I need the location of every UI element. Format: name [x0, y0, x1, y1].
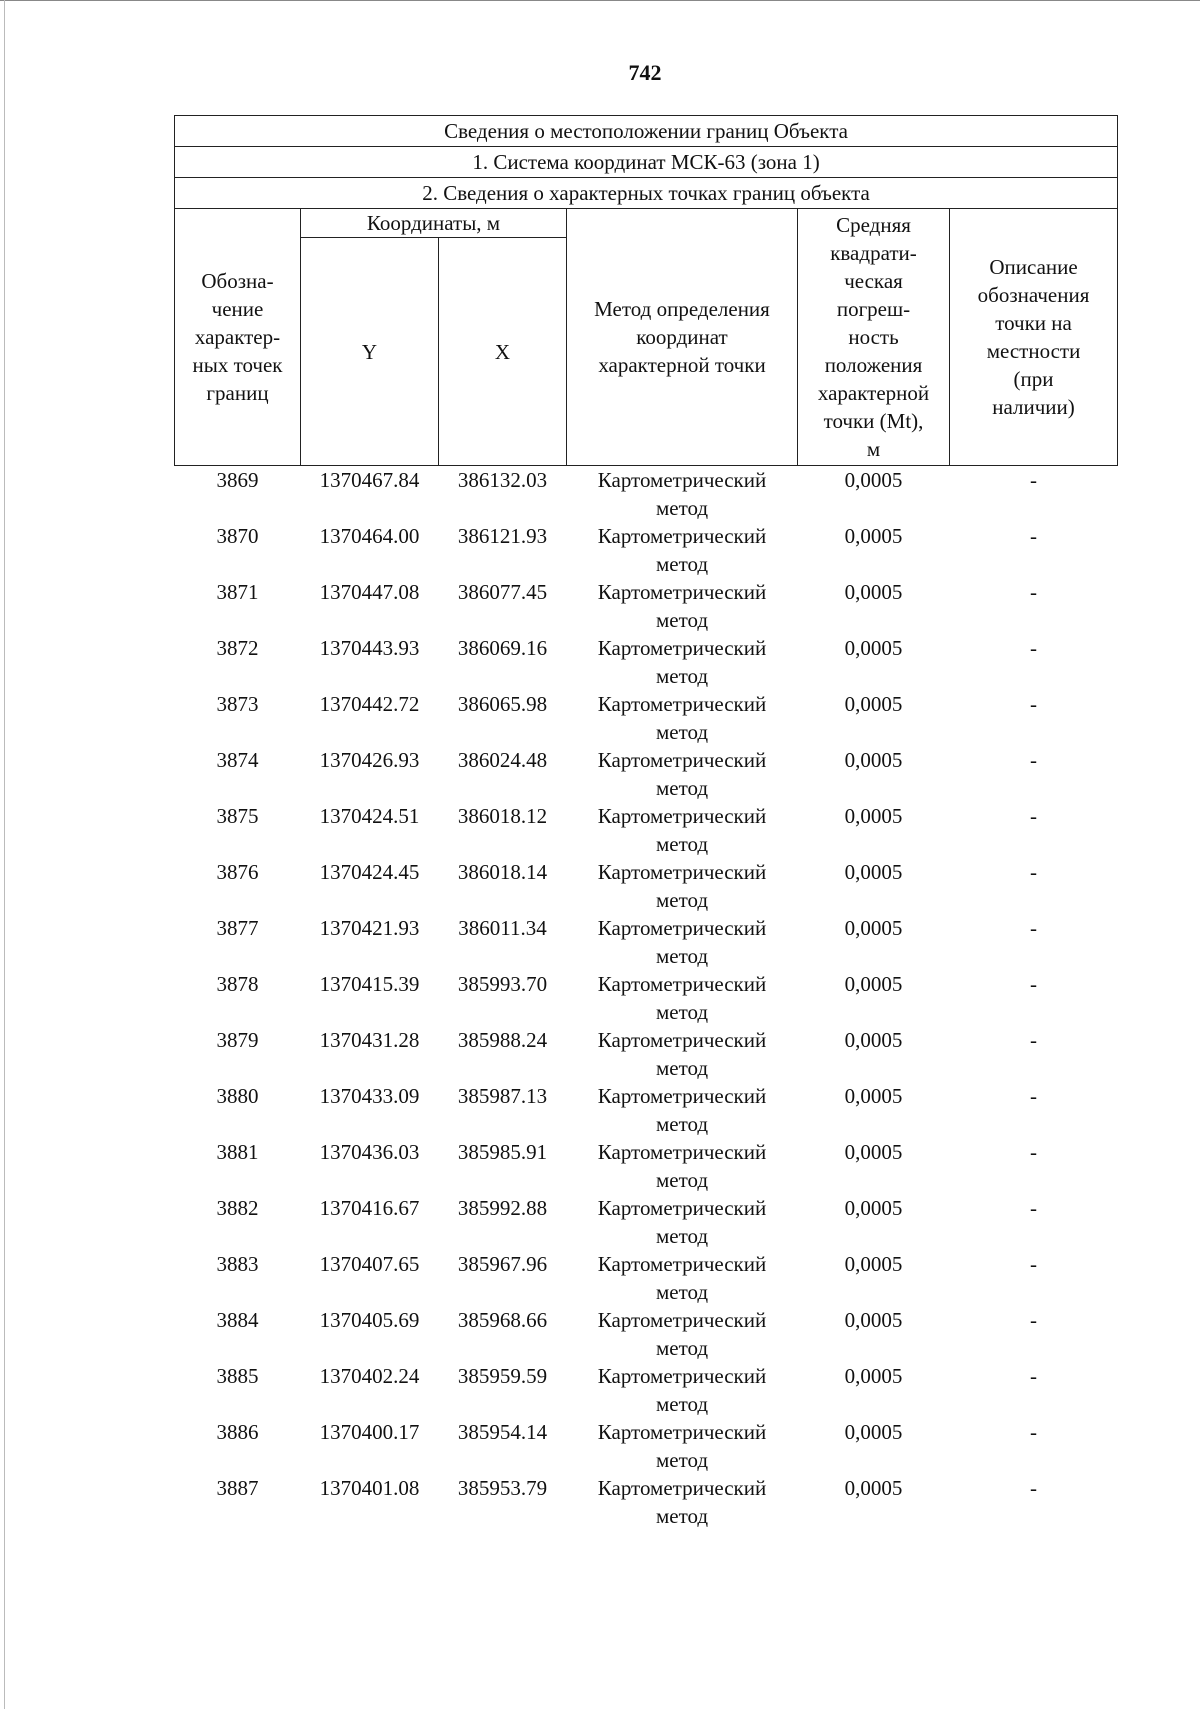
header-point-id: Обозна- чение характер- ных точек границ	[175, 209, 301, 466]
cell-error: 0,0005	[844, 1028, 903, 1052]
header-x: X	[439, 238, 567, 466]
header-method: Метод определения координат характерной точки	[567, 209, 798, 466]
scan-left-edge	[4, 0, 5, 1709]
cell-y: 1370400.17	[319, 1420, 420, 1444]
cell-error: 0,0005	[844, 580, 903, 604]
cell-description: -	[1030, 524, 1038, 548]
boundary-points-table	[174, 115, 1118, 1530]
cell-method: Картометрический метод	[597, 468, 767, 520]
cell-point-id: 3873	[216, 692, 259, 716]
table-row	[175, 1474, 1118, 1530]
cell-method: Картометрический метод	[597, 1084, 767, 1136]
cell-y: 1370447.08	[319, 580, 420, 604]
cell-x: 385959.59	[457, 1364, 548, 1388]
cell-method: Картометрический метод	[597, 1140, 767, 1192]
table-body	[175, 466, 1118, 1531]
cell-point-id: 3881	[216, 1140, 259, 1164]
cell-point-id: 3882	[216, 1196, 259, 1220]
cell-method: Картометрический метод	[597, 1476, 767, 1528]
table-row	[175, 858, 1118, 914]
table-row	[175, 1418, 1118, 1474]
cell-error: 0,0005	[844, 804, 903, 828]
cell-point-id: 3878	[216, 972, 259, 996]
cell-method: Картометрический метод	[597, 804, 767, 856]
table-row	[175, 1306, 1118, 1362]
cell-x: 385987.13	[457, 1084, 548, 1108]
cell-description: -	[1030, 1364, 1038, 1388]
cell-x: 386024.48	[457, 748, 548, 772]
table-row	[175, 690, 1118, 746]
table-row	[175, 578, 1118, 634]
cell-point-id: 3871	[216, 580, 259, 604]
cell-y: 1370424.45	[319, 860, 420, 884]
table-row	[175, 1194, 1118, 1250]
table-row	[175, 1026, 1118, 1082]
table-title: Сведения о местоположении границ Объекта	[175, 116, 1118, 147]
cell-point-id: 3872	[216, 636, 259, 660]
cell-description: -	[1030, 860, 1038, 884]
cell-y: 1370407.65	[319, 1252, 420, 1276]
cell-point-id: 3885	[216, 1364, 259, 1388]
cell-y: 1370405.69	[319, 1308, 420, 1332]
cell-method: Картометрический метод	[597, 860, 767, 912]
cell-method: Картометрический метод	[597, 1252, 767, 1304]
cell-point-id: 3879	[216, 1028, 259, 1052]
cell-point-id: 3876	[216, 860, 259, 884]
table-row	[175, 1362, 1118, 1418]
cell-method: Картометрический метод	[597, 1028, 767, 1080]
cell-method: Картометрический метод	[597, 916, 767, 968]
cell-x: 385988.24	[457, 1028, 548, 1052]
cell-description: -	[1030, 972, 1038, 996]
header-y: Y	[301, 238, 439, 466]
cell-x: 386018.14	[457, 860, 548, 884]
cell-y: 1370433.09	[319, 1084, 420, 1108]
cell-method: Картометрический метод	[597, 524, 767, 576]
cell-description: -	[1030, 916, 1038, 940]
cell-method: Картометрический метод	[597, 972, 767, 1024]
cell-y: 1370426.93	[319, 748, 420, 772]
cell-error: 0,0005	[844, 524, 903, 548]
cell-error: 0,0005	[844, 860, 903, 884]
cell-x: 386018.12	[457, 804, 548, 828]
cell-error: 0,0005	[844, 1084, 903, 1108]
table-row	[175, 1138, 1118, 1194]
cell-point-id: 3883	[216, 1252, 259, 1276]
cell-method: Картометрический метод	[597, 748, 767, 800]
cell-y: 1370442.72	[319, 692, 420, 716]
cell-error: 0,0005	[844, 1252, 903, 1276]
cell-y: 1370402.24	[319, 1364, 420, 1388]
cell-y: 1370464.00	[319, 524, 420, 548]
cell-error: 0,0005	[844, 468, 903, 492]
cell-y: 1370467.84	[319, 468, 420, 492]
cell-error: 0,0005	[844, 692, 903, 716]
header-description: Описание обозначения точки на местности (при наличии)	[950, 209, 1118, 466]
cell-method: Картометрический метод	[597, 1420, 767, 1472]
cell-description: -	[1030, 1140, 1038, 1164]
coordinate-system-row: 1. Система координат МСК-63 (зона 1)	[175, 147, 1118, 178]
cell-point-id: 3875	[216, 804, 259, 828]
table-row	[175, 634, 1118, 690]
table-row	[175, 522, 1118, 578]
cell-error: 0,0005	[844, 748, 903, 772]
cell-description: -	[1030, 1308, 1038, 1332]
cell-method: Картометрический метод	[597, 580, 767, 632]
cell-x: 385985.91	[457, 1140, 548, 1164]
table-row	[175, 802, 1118, 858]
cell-method: Картометрический метод	[597, 636, 767, 688]
cell-point-id: 3884	[216, 1308, 259, 1332]
cell-point-id: 3887	[216, 1476, 259, 1500]
cell-point-id: 3870	[216, 524, 259, 548]
cell-x: 386132.03	[457, 468, 548, 492]
table-row	[175, 1250, 1118, 1306]
cell-error: 0,0005	[844, 1420, 903, 1444]
cell-x: 385953.79	[457, 1476, 548, 1500]
header-error: Средняя квадрати- ческая погреш- ность положения характерной точки (Mt), м	[798, 209, 950, 466]
cell-method: Картометрический метод	[597, 1308, 767, 1360]
cell-x: 385992.88	[457, 1196, 548, 1220]
table-header	[175, 116, 1118, 466]
table-row	[175, 970, 1118, 1026]
cell-point-id: 3886	[216, 1420, 259, 1444]
table-row	[175, 466, 1118, 523]
cell-error: 0,0005	[844, 1196, 903, 1220]
cell-method: Картометрический метод	[597, 1196, 767, 1248]
scan-top-edge	[0, 0, 1200, 1]
cell-point-id: 3877	[216, 916, 259, 940]
cell-description: -	[1030, 748, 1038, 772]
cell-x: 385954.14	[457, 1420, 548, 1444]
table-row	[175, 746, 1118, 802]
cell-description: -	[1030, 636, 1038, 660]
cell-x: 386077.45	[457, 580, 548, 604]
cell-point-id: 3880	[216, 1084, 259, 1108]
cell-description: -	[1030, 1196, 1038, 1220]
cell-x: 386069.16	[457, 636, 548, 660]
header-coordinates: Координаты, м	[301, 209, 567, 238]
section-title-row: 2. Сведения о характерных точках границ объекта	[175, 178, 1118, 209]
cell-description: -	[1030, 468, 1038, 492]
cell-description: -	[1030, 1476, 1038, 1500]
cell-x: 386121.93	[457, 524, 548, 548]
cell-y: 1370443.93	[319, 636, 420, 660]
cell-description: -	[1030, 1420, 1038, 1444]
cell-method: Картометрический метод	[597, 1364, 767, 1416]
cell-error: 0,0005	[844, 972, 903, 996]
cell-y: 1370421.93	[319, 916, 420, 940]
cell-y: 1370436.03	[319, 1140, 420, 1164]
cell-error: 0,0005	[844, 1364, 903, 1388]
cell-y: 1370424.51	[319, 804, 420, 828]
cell-description: -	[1030, 1028, 1038, 1052]
cell-y: 1370416.67	[319, 1196, 420, 1220]
cell-y: 1370415.39	[319, 972, 420, 996]
cell-error: 0,0005	[844, 1476, 903, 1500]
cell-method: Картометрический метод	[597, 692, 767, 744]
cell-error: 0,0005	[844, 1308, 903, 1332]
cell-x: 385993.70	[457, 972, 548, 996]
cell-description: -	[1030, 1084, 1038, 1108]
cell-description: -	[1030, 692, 1038, 716]
cell-description: -	[1030, 804, 1038, 828]
cell-x: 385967.96	[457, 1252, 548, 1276]
table-row	[175, 914, 1118, 970]
table-row	[175, 1082, 1118, 1138]
cell-x: 385968.66	[457, 1308, 548, 1332]
cell-error: 0,0005	[844, 636, 903, 660]
cell-y: 1370401.08	[319, 1476, 420, 1500]
cell-point-id: 3869	[216, 468, 259, 492]
cell-x: 386011.34	[458, 916, 547, 940]
page-number: 742	[628, 60, 662, 85]
cell-error: 0,0005	[844, 916, 903, 940]
cell-error: 0,0005	[844, 1140, 903, 1164]
cell-description: -	[1030, 1252, 1038, 1276]
cell-point-id: 3874	[216, 748, 259, 772]
cell-description: -	[1030, 580, 1038, 604]
cell-y: 1370431.28	[319, 1028, 420, 1052]
cell-x: 386065.98	[457, 692, 548, 716]
